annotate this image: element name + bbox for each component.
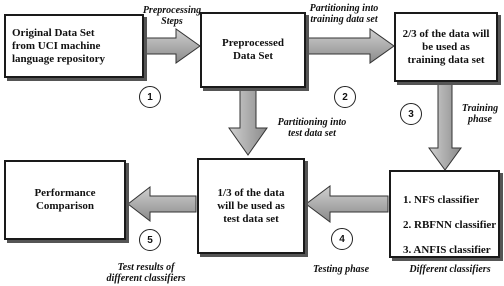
test-results-label: Test results of different classifiers: [106, 262, 186, 284]
original-data-box: [4, 14, 144, 78]
arrow-training-to-classifiers: [429, 80, 461, 170]
step-1-badge: 1: [139, 86, 161, 108]
arrow-original-to-preprocessed: [146, 29, 200, 63]
step-3-badge: 3: [400, 103, 422, 125]
step-2-badge: 2: [334, 86, 356, 108]
step-4-badge: 4: [331, 228, 353, 250]
training-data-box: [394, 12, 498, 82]
different-classifiers-label: Different classifiers: [409, 264, 491, 275]
preprocessed-data-box: [200, 12, 306, 88]
test-data-text: 1/3 of the data will be used as test data set: [217, 186, 285, 225]
preprocessed-data-text: Preprocessed Data Set: [222, 37, 284, 62]
classifier-item: 3. ANFIS classifier: [403, 244, 491, 256]
partition-training-label: Partitioning into training data set: [309, 3, 379, 25]
arrow-classifiers-to-test: [306, 186, 388, 222]
training-phase-label: Training phase: [461, 103, 499, 125]
training-data-text: 2/3 of the data will be used as training data set: [402, 27, 490, 66]
classifier-item: 1. NFS classifier: [403, 194, 480, 206]
test-data-box: [197, 158, 305, 254]
original-data-text: Original Data Set from UCI machine language repository: [12, 26, 105, 65]
step-5-badge: 5: [139, 229, 161, 251]
testing-phase-label: Testing phase: [312, 264, 370, 275]
classifiers-box: [389, 170, 500, 258]
performance-comparison-text: Performance Comparison: [34, 187, 96, 212]
partition-test-label: Partitioning into test data set: [277, 117, 347, 139]
arrow-preprocessed-to-training: [308, 29, 394, 63]
preprocessing-steps-label: Preprocessing Steps: [142, 5, 202, 27]
performance-comparison-box: [4, 160, 126, 240]
arrow-test-to-performance: [128, 187, 196, 221]
classifier-item: 2. RBFNN classifier: [403, 219, 497, 231]
